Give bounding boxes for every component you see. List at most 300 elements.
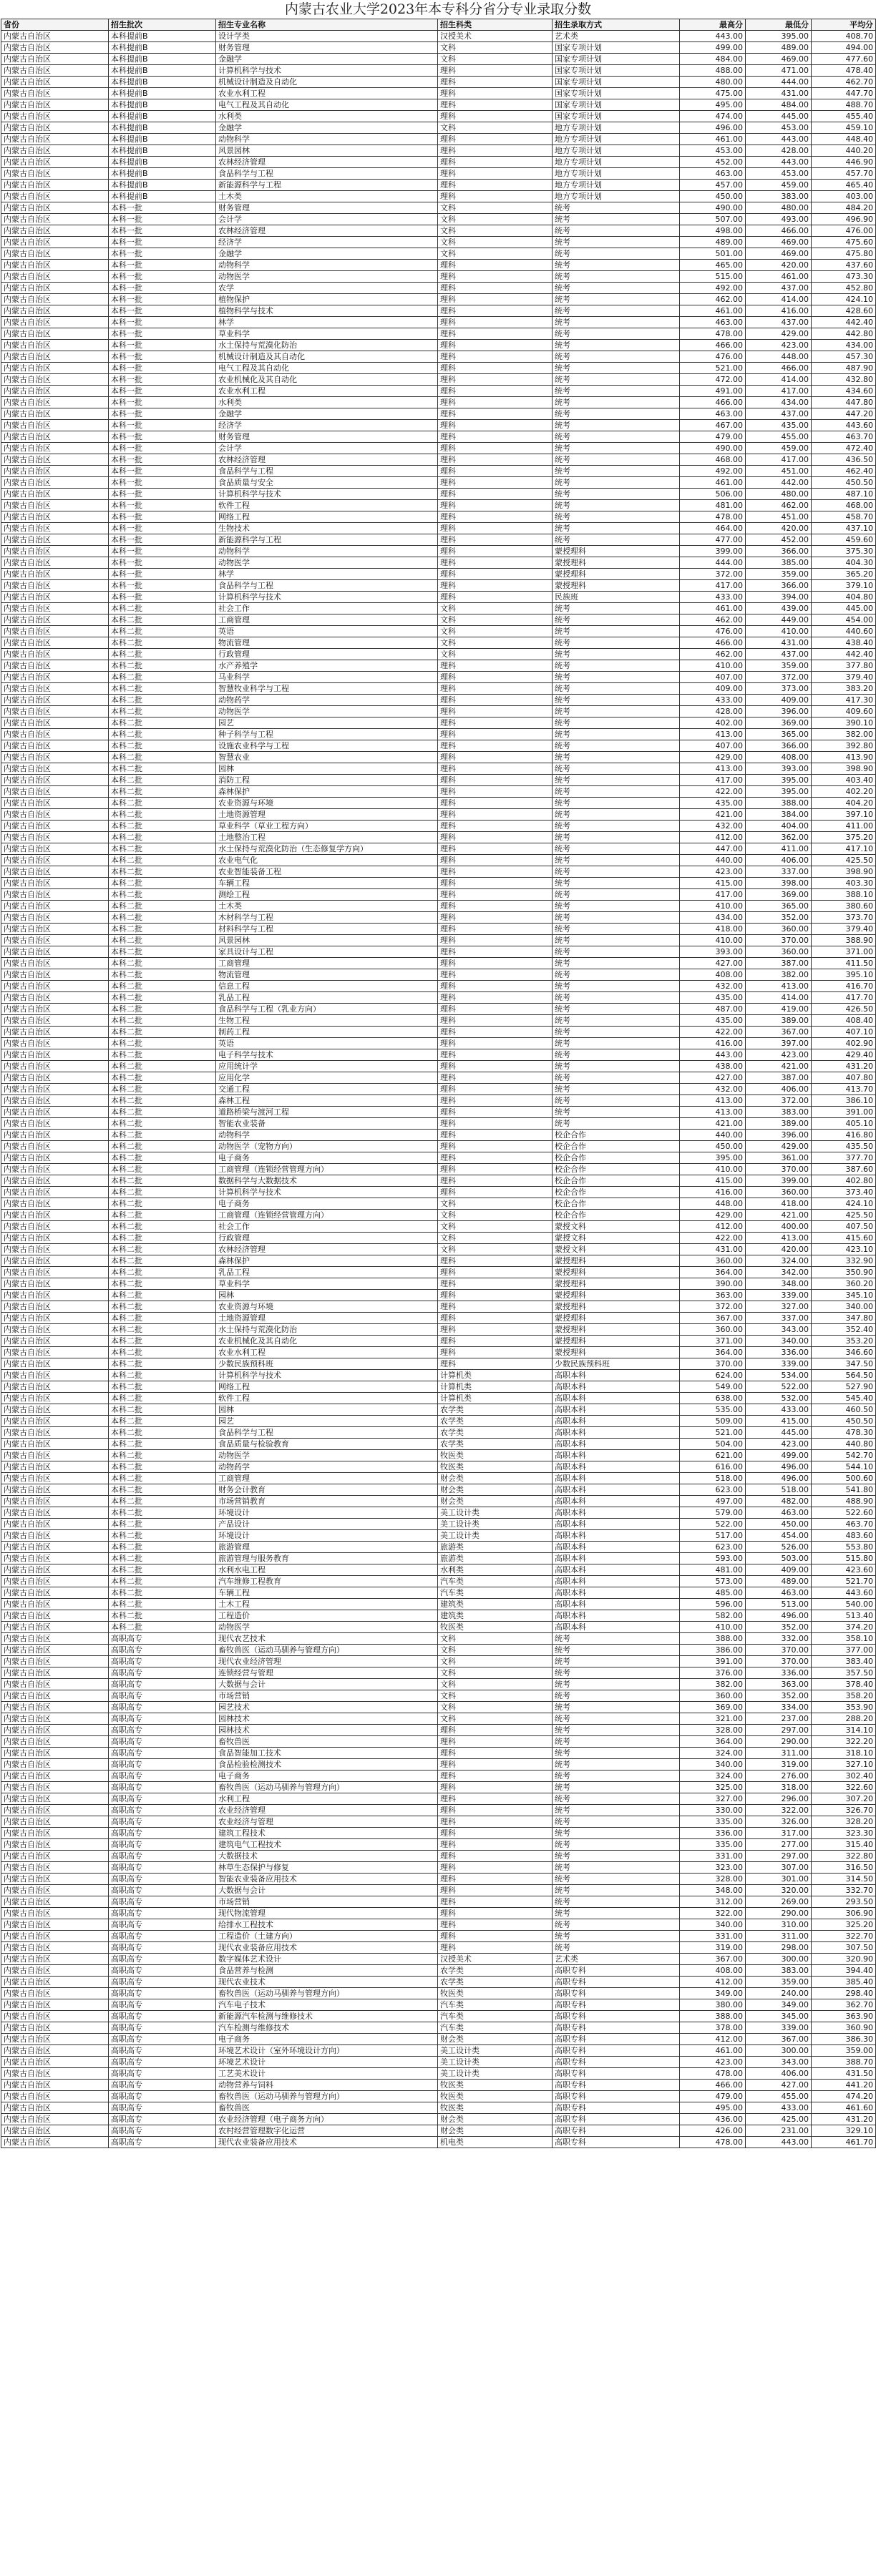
cell-avg-score: 306.90 bbox=[812, 1908, 876, 1919]
cell-major: 材料科学与工程 bbox=[216, 924, 438, 935]
cell-major: 食品智能加工技术 bbox=[216, 1748, 438, 1759]
cell-admission-method: 统考 bbox=[553, 614, 680, 626]
cell-province: 内蒙古自治区 bbox=[1, 695, 109, 706]
cell-province: 内蒙古自治区 bbox=[1, 351, 109, 363]
cell-batch: 本科二批 bbox=[109, 1564, 216, 1576]
table-row bbox=[1, 351, 876, 363]
cell-category: 理科 bbox=[438, 660, 553, 672]
cell-admission-method: 统考 bbox=[553, 500, 680, 511]
cell-avg-score: 405.10 bbox=[812, 1118, 876, 1130]
table-row bbox=[1, 660, 876, 672]
cell-batch: 高职高专 bbox=[109, 1725, 216, 1736]
cell-avg-score: 434.00 bbox=[812, 340, 876, 351]
cell-major: 园林 bbox=[216, 1404, 438, 1416]
cell-max-score: 522.00 bbox=[680, 1519, 746, 1530]
cell-category: 文科 bbox=[438, 1667, 553, 1679]
cell-avg-score: 387.60 bbox=[812, 1164, 876, 1175]
cell-province: 内蒙古自治区 bbox=[1, 248, 109, 260]
cell-avg-score: 500.60 bbox=[812, 1473, 876, 1484]
cell-admission-method: 统考 bbox=[553, 271, 680, 283]
cell-avg-score: 307.50 bbox=[812, 1942, 876, 1954]
table-row bbox=[1, 466, 876, 477]
cell-major: 农林经济管理 bbox=[216, 225, 438, 237]
cell-category: 文科 bbox=[438, 248, 553, 260]
cell-admission-method: 统考 bbox=[553, 1851, 680, 1862]
cell-province: 内蒙古自治区 bbox=[1, 557, 109, 569]
cell-batch: 本科二批 bbox=[109, 1599, 216, 1610]
cell-max-score: 408.00 bbox=[680, 1965, 746, 1977]
cell-avg-score: 447.20 bbox=[812, 408, 876, 420]
cell-min-score: 373.00 bbox=[746, 683, 812, 695]
cell-min-score: 349.00 bbox=[746, 1999, 812, 2011]
cell-province: 内蒙古自治区 bbox=[1, 2034, 109, 2045]
cell-province: 内蒙古自治区 bbox=[1, 466, 109, 477]
cell-province: 内蒙古自治区 bbox=[1, 1130, 109, 1141]
cell-min-score: 340.00 bbox=[746, 1336, 812, 1347]
cell-category: 理科 bbox=[438, 1771, 553, 1782]
cell-admission-method: 蒙授理科 bbox=[553, 1267, 680, 1278]
cell-major: 车辆工程 bbox=[216, 1587, 438, 1599]
cell-avg-score: 350.90 bbox=[812, 1267, 876, 1278]
cell-category: 美工设计类 bbox=[438, 2068, 553, 2080]
table-row bbox=[1, 386, 876, 397]
cell-max-score: 413.00 bbox=[680, 729, 746, 740]
table-row bbox=[1, 763, 876, 775]
cell-max-score: 417.00 bbox=[680, 775, 746, 786]
cell-avg-score: 391.00 bbox=[812, 1107, 876, 1118]
cell-max-score: 413.00 bbox=[680, 1107, 746, 1118]
cell-batch: 高职高专 bbox=[109, 1874, 216, 1885]
cell-category: 文科 bbox=[438, 649, 553, 660]
cell-admission-method: 统考 bbox=[553, 466, 680, 477]
cell-avg-score: 462.70 bbox=[812, 77, 876, 88]
cell-province: 内蒙古自治区 bbox=[1, 523, 109, 534]
cell-max-score: 325.00 bbox=[680, 1782, 746, 1793]
cell-avg-score: 423.10 bbox=[812, 1244, 876, 1255]
cell-major: 少数民族预科班 bbox=[216, 1358, 438, 1370]
cell-major: 会计学 bbox=[216, 443, 438, 454]
cell-major: 农业资源与环境 bbox=[216, 798, 438, 809]
cell-admission-method: 统考 bbox=[553, 1942, 680, 1954]
cell-avg-score: 447.70 bbox=[812, 88, 876, 99]
cell-avg-score: 385.40 bbox=[812, 1977, 876, 1988]
cell-batch: 本科提前B bbox=[109, 99, 216, 111]
cell-max-score: 323.00 bbox=[680, 1862, 746, 1874]
cell-admission-method: 高职专科 bbox=[553, 2045, 680, 2057]
cell-max-score: 415.00 bbox=[680, 1175, 746, 1187]
cell-min-score: 513.00 bbox=[746, 1599, 812, 1610]
cell-min-score: 431.00 bbox=[746, 88, 812, 99]
cell-min-score: 319.00 bbox=[746, 1759, 812, 1771]
cell-avg-score: 457.70 bbox=[812, 168, 876, 180]
cell-batch: 高职高专 bbox=[109, 2068, 216, 2080]
cell-category: 美工设计类 bbox=[438, 2057, 553, 2068]
cell-admission-method: 统考 bbox=[553, 1771, 680, 1782]
cell-avg-score: 527.90 bbox=[812, 1381, 876, 1393]
cell-category: 理科 bbox=[438, 99, 553, 111]
table-row bbox=[1, 1679, 876, 1690]
cell-min-score: 518.00 bbox=[746, 1484, 812, 1496]
cell-avg-score: 496.90 bbox=[812, 214, 876, 225]
cell-category: 牧医类 bbox=[438, 2091, 553, 2102]
cell-batch: 高职高专 bbox=[109, 1977, 216, 1988]
cell-province: 内蒙古自治区 bbox=[1, 340, 109, 351]
cell-avg-score: 411.50 bbox=[812, 958, 876, 969]
cell-province: 内蒙古自治区 bbox=[1, 1633, 109, 1645]
cell-major: 网络工程 bbox=[216, 1381, 438, 1393]
cell-avg-score: 460.50 bbox=[812, 1404, 876, 1416]
cell-province: 内蒙古自治区 bbox=[1, 1084, 109, 1095]
cell-category: 理科 bbox=[438, 340, 553, 351]
cell-batch: 高职高专 bbox=[109, 1702, 216, 1713]
cell-province: 内蒙古自治区 bbox=[1, 180, 109, 191]
cell-avg-score: 359.00 bbox=[812, 2045, 876, 2057]
cell-avg-score: 553.80 bbox=[812, 1542, 876, 1553]
cell-min-score: 365.00 bbox=[746, 729, 812, 740]
cell-major: 电子商务 bbox=[216, 1152, 438, 1164]
cell-avg-score: 395.10 bbox=[812, 969, 876, 981]
cell-avg-score: 360.90 bbox=[812, 2022, 876, 2034]
cell-province: 内蒙古自治区 bbox=[1, 271, 109, 283]
cell-province: 内蒙古自治区 bbox=[1, 1255, 109, 1267]
cell-max-score: 498.00 bbox=[680, 225, 746, 237]
table-row bbox=[1, 420, 876, 431]
cell-min-score: 320.00 bbox=[746, 1885, 812, 1896]
cell-batch: 本科一批 bbox=[109, 374, 216, 386]
cell-admission-method: 高职专科 bbox=[553, 1977, 680, 1988]
cell-avg-score: 346.60 bbox=[812, 1347, 876, 1358]
cell-major: 农业资源与环境 bbox=[216, 1301, 438, 1313]
cell-category: 理科 bbox=[438, 1336, 553, 1347]
cell-major: 园艺 bbox=[216, 718, 438, 729]
cell-category: 理科 bbox=[438, 592, 553, 603]
cell-major: 农业水利工程 bbox=[216, 88, 438, 99]
cell-province: 内蒙古自治区 bbox=[1, 168, 109, 180]
cell-province: 内蒙古自治区 bbox=[1, 1885, 109, 1896]
table-row bbox=[1, 443, 876, 454]
table-row bbox=[1, 1038, 876, 1049]
cell-batch: 本科二批 bbox=[109, 1049, 216, 1061]
table-row bbox=[1, 1622, 876, 1633]
table-row bbox=[1, 1725, 876, 1736]
cell-province: 内蒙古自治区 bbox=[1, 1542, 109, 1553]
cell-province: 内蒙古自治区 bbox=[1, 672, 109, 683]
cell-province: 内蒙古自治区 bbox=[1, 1942, 109, 1954]
cell-avg-score: 347.80 bbox=[812, 1313, 876, 1324]
cell-batch: 本科二批 bbox=[109, 1381, 216, 1393]
cell-max-score: 452.00 bbox=[680, 157, 746, 168]
cell-admission-method: 统考 bbox=[553, 363, 680, 374]
cell-avg-score: 352.40 bbox=[812, 1324, 876, 1336]
cell-category: 理科 bbox=[438, 1908, 553, 1919]
cell-category: 理科 bbox=[438, 386, 553, 397]
cell-admission-method: 统考 bbox=[553, 443, 680, 454]
cell-max-score: 372.00 bbox=[680, 1301, 746, 1313]
table-row bbox=[1, 157, 876, 168]
cell-min-score: 269.00 bbox=[746, 1896, 812, 1908]
cell-avg-score: 390.10 bbox=[812, 718, 876, 729]
admission-scores-table bbox=[1, 19, 876, 2148]
cell-avg-score: 488.70 bbox=[812, 99, 876, 111]
table-row bbox=[1, 1702, 876, 1713]
cell-category: 理科 bbox=[438, 363, 553, 374]
cell-min-score: 451.00 bbox=[746, 466, 812, 477]
cell-admission-method: 蒙授文科 bbox=[553, 1221, 680, 1233]
cell-batch: 本科二批 bbox=[109, 1072, 216, 1084]
cell-max-score: 463.00 bbox=[680, 408, 746, 420]
cell-batch: 本科二批 bbox=[109, 992, 216, 1004]
cell-batch: 本科提前B bbox=[109, 145, 216, 157]
cell-category: 理科 bbox=[438, 145, 553, 157]
cell-category: 理科 bbox=[438, 672, 553, 683]
cell-max-score: 484.00 bbox=[680, 54, 746, 65]
table-row bbox=[1, 603, 876, 614]
cell-admission-method: 统考 bbox=[553, 408, 680, 420]
cell-batch: 高职高专 bbox=[109, 1908, 216, 1919]
cell-major: 乳品工程 bbox=[216, 1267, 438, 1278]
table-row bbox=[1, 2091, 876, 2102]
cell-province: 内蒙古自治区 bbox=[1, 1496, 109, 1507]
cell-max-score: 426.00 bbox=[680, 2125, 746, 2137]
cell-batch: 高职高专 bbox=[109, 1942, 216, 1954]
cell-admission-method: 校企合作 bbox=[553, 1187, 680, 1198]
cell-category: 计算机类 bbox=[438, 1370, 553, 1381]
cell-max-score: 372.00 bbox=[680, 569, 746, 580]
cell-min-score: 431.00 bbox=[746, 637, 812, 649]
cell-max-score: 593.00 bbox=[680, 1553, 746, 1564]
cell-max-score: 478.00 bbox=[680, 2068, 746, 2080]
table-row bbox=[1, 1347, 876, 1358]
cell-major: 计算机科学与技术 bbox=[216, 489, 438, 500]
cell-min-score: 434.00 bbox=[746, 397, 812, 408]
cell-avg-score: 416.70 bbox=[812, 981, 876, 992]
cell-batch: 本科二批 bbox=[109, 878, 216, 889]
cell-min-score: 367.00 bbox=[746, 2034, 812, 2045]
cell-major: 环境设计 bbox=[216, 1507, 438, 1519]
cell-major: 工程造价（土建方向） bbox=[216, 1931, 438, 1942]
cell-province: 内蒙古自治区 bbox=[1, 1095, 109, 1107]
cell-min-score: 394.00 bbox=[746, 592, 812, 603]
cell-avg-score: 377.70 bbox=[812, 1152, 876, 1164]
cell-province: 内蒙古自治区 bbox=[1, 191, 109, 202]
cell-province: 内蒙古自治区 bbox=[1, 1564, 109, 1576]
cell-admission-method: 统考 bbox=[553, 1839, 680, 1851]
cell-province: 内蒙古自治区 bbox=[1, 1301, 109, 1313]
cell-batch: 本科提前B bbox=[109, 180, 216, 191]
cell-max-score: 399.00 bbox=[680, 546, 746, 557]
cell-major: 市场营销 bbox=[216, 1896, 438, 1908]
cell-province: 内蒙古自治区 bbox=[1, 1587, 109, 1599]
cell-category: 理科 bbox=[438, 1885, 553, 1896]
cell-admission-method: 蒙授理科 bbox=[553, 580, 680, 592]
cell-major: 软件工程 bbox=[216, 500, 438, 511]
header-batch: 招生批次 bbox=[109, 19, 216, 31]
cell-major: 电子商务 bbox=[216, 1198, 438, 1210]
cell-batch: 本科二批 bbox=[109, 1221, 216, 1233]
cell-province: 内蒙古自治区 bbox=[1, 580, 109, 592]
cell-max-score: 422.00 bbox=[680, 786, 746, 798]
cell-avg-score: 440.80 bbox=[812, 1439, 876, 1450]
cell-category: 美工设计类 bbox=[438, 1507, 553, 1519]
cell-admission-method: 蒙授理科 bbox=[553, 546, 680, 557]
cell-major: 现代物流管理 bbox=[216, 1908, 438, 1919]
cell-min-score: 489.00 bbox=[746, 1576, 812, 1587]
cell-max-score: 466.00 bbox=[680, 397, 746, 408]
cell-province: 内蒙古自治区 bbox=[1, 2114, 109, 2125]
cell-batch: 本科二批 bbox=[109, 1404, 216, 1416]
cell-province: 内蒙古自治区 bbox=[1, 1667, 109, 1679]
cell-province: 内蒙古自治区 bbox=[1, 1164, 109, 1175]
cell-max-score: 324.00 bbox=[680, 1771, 746, 1782]
cell-province: 内蒙古自治区 bbox=[1, 317, 109, 328]
cell-category: 汽车类 bbox=[438, 2011, 553, 2022]
cell-category: 汉授美术 bbox=[438, 31, 553, 42]
cell-province: 内蒙古自治区 bbox=[1, 2080, 109, 2091]
cell-min-score: 453.00 bbox=[746, 168, 812, 180]
cell-avg-score: 398.90 bbox=[812, 866, 876, 878]
cell-category: 理科 bbox=[438, 1301, 553, 1313]
cell-admission-method: 统考 bbox=[553, 935, 680, 946]
cell-province: 内蒙古自治区 bbox=[1, 786, 109, 798]
cell-min-score: 442.00 bbox=[746, 477, 812, 489]
table-row bbox=[1, 2114, 876, 2125]
cell-province: 内蒙古自治区 bbox=[1, 1576, 109, 1587]
cell-major: 园艺技术 bbox=[216, 1702, 438, 1713]
cell-category: 文科 bbox=[438, 1221, 553, 1233]
cell-category: 理科 bbox=[438, 443, 553, 454]
cell-min-score: 420.00 bbox=[746, 523, 812, 534]
cell-category: 理科 bbox=[438, 374, 553, 386]
table-row bbox=[1, 1324, 876, 1336]
cell-major: 食品科学与工程 bbox=[216, 168, 438, 180]
cell-major: 工商管理（连锁经营管理方向） bbox=[216, 1164, 438, 1175]
cell-province: 内蒙古自治区 bbox=[1, 1118, 109, 1130]
cell-admission-method: 高职本科 bbox=[553, 1439, 680, 1450]
cell-batch: 本科二批 bbox=[109, 1358, 216, 1370]
table-row bbox=[1, 1748, 876, 1759]
cell-major: 电气工程及其自动化 bbox=[216, 99, 438, 111]
cell-category: 理科 bbox=[438, 1931, 553, 1942]
cell-min-score: 428.00 bbox=[746, 145, 812, 157]
cell-category: 理科 bbox=[438, 1816, 553, 1828]
cell-batch: 本科一批 bbox=[109, 225, 216, 237]
cell-category: 理科 bbox=[438, 523, 553, 534]
cell-category: 文科 bbox=[438, 1679, 553, 1690]
cell-batch: 本科二批 bbox=[109, 1530, 216, 1542]
cell-batch: 高职高专 bbox=[109, 2057, 216, 2068]
cell-major: 市场营销 bbox=[216, 1690, 438, 1702]
cell-avg-score: 487.90 bbox=[812, 363, 876, 374]
cell-min-score: 337.00 bbox=[746, 866, 812, 878]
cell-category: 理科 bbox=[438, 431, 553, 443]
cell-category: 理科 bbox=[438, 1324, 553, 1336]
cell-admission-method: 统考 bbox=[553, 1690, 680, 1702]
cell-admission-method: 高职本科 bbox=[553, 1610, 680, 1622]
cell-batch: 本科一批 bbox=[109, 511, 216, 523]
cell-batch: 本科一批 bbox=[109, 408, 216, 420]
cell-min-score: 370.00 bbox=[746, 1645, 812, 1656]
cell-max-score: 331.00 bbox=[680, 1931, 746, 1942]
cell-major: 农业经济管理 bbox=[216, 1805, 438, 1816]
cell-max-score: 495.00 bbox=[680, 2102, 746, 2114]
cell-min-score: 526.00 bbox=[746, 1542, 812, 1553]
cell-admission-method: 统考 bbox=[553, 431, 680, 443]
cell-major: 道路桥梁与渡河工程 bbox=[216, 1107, 438, 1118]
table-row bbox=[1, 901, 876, 912]
cell-admission-method: 统考 bbox=[553, 1118, 680, 1130]
cell-category: 理科 bbox=[438, 924, 553, 935]
cell-province: 内蒙古自治区 bbox=[1, 202, 109, 214]
cell-min-score: 326.00 bbox=[746, 1816, 812, 1828]
cell-max-score: 492.00 bbox=[680, 466, 746, 477]
cell-batch: 本科提前B bbox=[109, 42, 216, 54]
cell-category: 文科 bbox=[438, 626, 553, 637]
cell-major: 连锁经营与管理 bbox=[216, 1667, 438, 1679]
cell-admission-method: 统考 bbox=[553, 1645, 680, 1656]
cell-major: 植物科学与技术 bbox=[216, 305, 438, 317]
cell-major: 园林 bbox=[216, 763, 438, 775]
cell-max-score: 496.00 bbox=[680, 122, 746, 134]
cell-max-score: 328.00 bbox=[680, 1874, 746, 1885]
cell-category: 财会类 bbox=[438, 1473, 553, 1484]
cell-max-score: 435.00 bbox=[680, 1015, 746, 1027]
cell-admission-method: 蒙授理科 bbox=[553, 1290, 680, 1301]
cell-batch: 本科二批 bbox=[109, 1210, 216, 1221]
cell-max-score: 478.00 bbox=[680, 328, 746, 340]
header-major: 招生专业名称 bbox=[216, 19, 438, 31]
cell-min-score: 395.00 bbox=[746, 31, 812, 42]
cell-category: 文科 bbox=[438, 1198, 553, 1210]
cell-max-score: 402.00 bbox=[680, 718, 746, 729]
cell-admission-method: 统考 bbox=[553, 523, 680, 534]
table-row bbox=[1, 843, 876, 855]
table-row bbox=[1, 260, 876, 271]
cell-category: 理科 bbox=[438, 111, 553, 122]
cell-major: 水利类 bbox=[216, 111, 438, 122]
table-row bbox=[1, 1942, 876, 1954]
cell-admission-method: 高职本科 bbox=[553, 1427, 680, 1439]
table-row bbox=[1, 363, 876, 374]
cell-admission-method: 统考 bbox=[553, 420, 680, 431]
cell-max-score: 324.00 bbox=[680, 1748, 746, 1759]
cell-min-score: 410.00 bbox=[746, 626, 812, 637]
cell-max-score: 417.00 bbox=[680, 580, 746, 592]
cell-province: 内蒙古自治区 bbox=[1, 225, 109, 237]
cell-max-score: 328.00 bbox=[680, 1725, 746, 1736]
cell-min-score: 339.00 bbox=[746, 2022, 812, 2034]
table-row bbox=[1, 523, 876, 534]
cell-avg-score: 488.90 bbox=[812, 1496, 876, 1507]
cell-category: 理科 bbox=[438, 271, 553, 283]
cell-category: 理科 bbox=[438, 500, 553, 511]
cell-major: 农业电气化 bbox=[216, 855, 438, 866]
cell-major: 汽车维修工程教育 bbox=[216, 1576, 438, 1587]
cell-admission-method: 地方专项计划 bbox=[553, 122, 680, 134]
cell-province: 内蒙古自治区 bbox=[1, 1977, 109, 1988]
cell-min-score: 336.00 bbox=[746, 1347, 812, 1358]
cell-province: 内蒙古自治区 bbox=[1, 260, 109, 271]
cell-max-score: 491.00 bbox=[680, 386, 746, 397]
cell-avg-score: 375.20 bbox=[812, 832, 876, 843]
cell-admission-method: 国家专项计划 bbox=[553, 88, 680, 99]
cell-category: 理科 bbox=[438, 477, 553, 489]
cell-major: 森林工程 bbox=[216, 1095, 438, 1107]
cell-category: 理科 bbox=[438, 1175, 553, 1187]
cell-province: 内蒙古自治区 bbox=[1, 649, 109, 660]
cell-batch: 本科一批 bbox=[109, 340, 216, 351]
cell-category: 理科 bbox=[438, 454, 553, 466]
cell-admission-method: 高职专科 bbox=[553, 2125, 680, 2137]
